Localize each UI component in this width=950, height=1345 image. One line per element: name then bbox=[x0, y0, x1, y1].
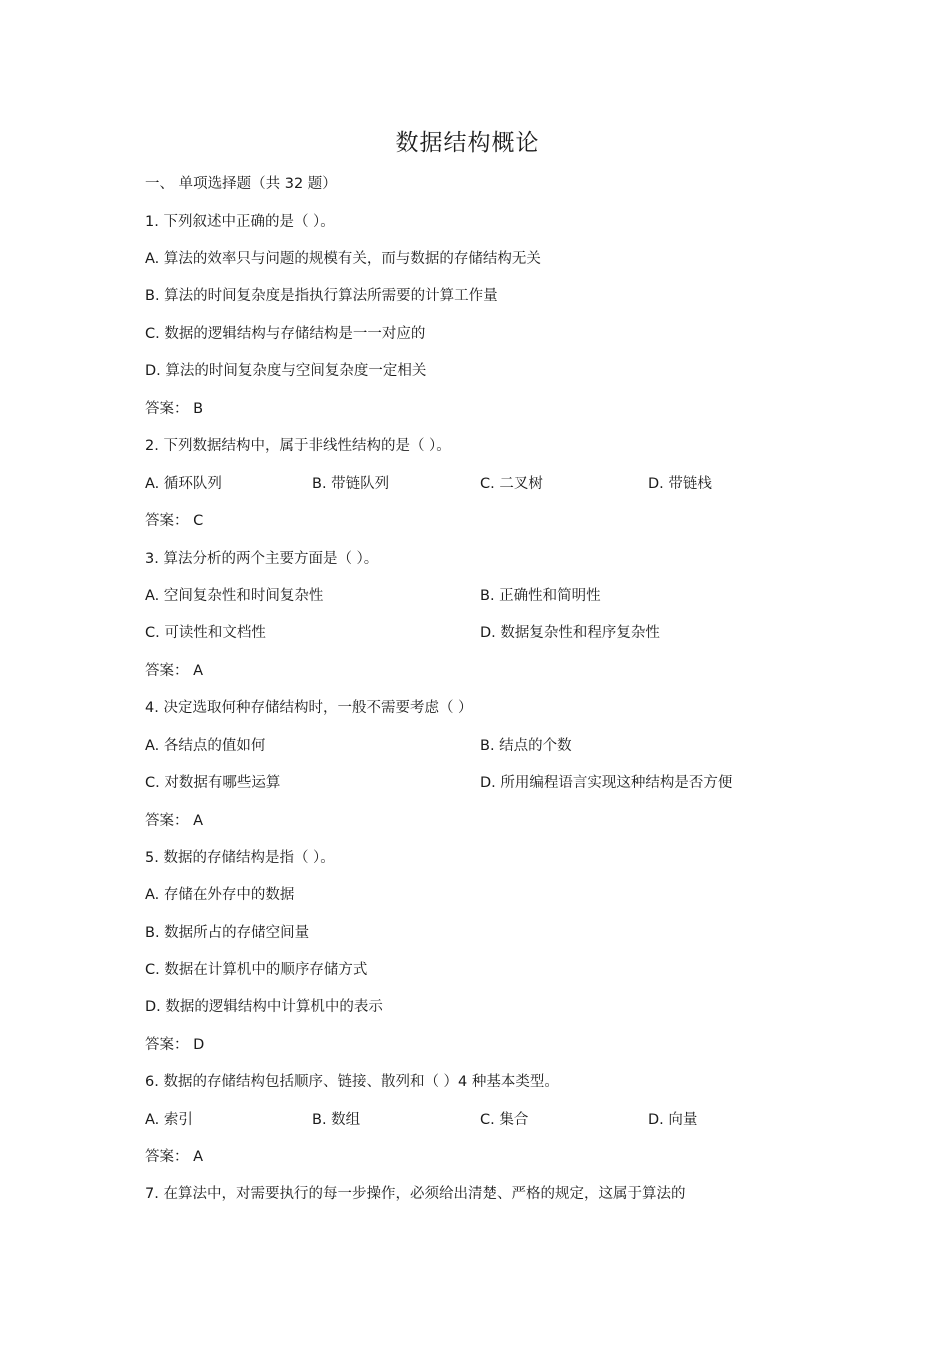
question-1-option-d: D. 算法的时间复杂度与空间复杂度一定相关 bbox=[145, 363, 427, 379]
question-3-option-b: B. 正确性和简明性 bbox=[480, 588, 601, 604]
question-4-option-c: C. 对数据有哪些运算 bbox=[145, 775, 281, 791]
question-1-option-b: B. 算法的时间复杂度是指执行算法所需要的计算工作量 bbox=[145, 288, 498, 304]
section-heading: 一、 单项选择题（共 32 题） bbox=[145, 176, 337, 192]
question-6-stem: 6. 数据的存储结构包括顺序、链接、散列和（ ）4 种基本类型。 bbox=[145, 1074, 559, 1090]
question-5-stem: 5. 数据的存储结构是指（ ）。 bbox=[145, 850, 335, 866]
question-3-option-d: D. 数据复杂性和程序复杂性 bbox=[480, 625, 660, 641]
question-3-option-a: A. 空间复杂性和时间复杂性 bbox=[145, 588, 324, 604]
question-7-stem: 7. 在算法中，对需要执行的每一步操作，必须给出清楚、严格的规定，这属于算法的 bbox=[145, 1186, 686, 1202]
question-2-option-d: D. 带链栈 bbox=[648, 476, 712, 492]
question-2-option-c: C. 二叉树 bbox=[480, 476, 543, 492]
question-6-option-b: B. 数组 bbox=[312, 1112, 361, 1128]
question-3-answer: 答案： A bbox=[145, 663, 204, 679]
question-4-answer: 答案： A bbox=[145, 813, 204, 829]
question-6-answer: 答案： A bbox=[145, 1149, 204, 1165]
question-5-answer: 答案： D bbox=[145, 1037, 205, 1053]
question-4-option-d: D. 所用编程语言实现这种结构是否方便 bbox=[480, 775, 733, 791]
question-6-option-a: A. 索引 bbox=[145, 1112, 193, 1128]
question-4-stem: 4. 决定选取何种存储结构时，一般不需要考虑（ ） bbox=[145, 700, 473, 716]
question-1-stem: 1. 下列叙述中正确的是（ ）。 bbox=[145, 214, 335, 230]
question-1-option-c: C. 数据的逻辑结构与存储结构是一一对应的 bbox=[145, 326, 426, 342]
question-5-option-d: D. 数据的逻辑结构中计算机中的表示 bbox=[145, 999, 383, 1015]
question-2-option-b: B. 带链队列 bbox=[312, 476, 390, 492]
question-3-stem: 3. 算法分析的两个主要方面是（ ）。 bbox=[145, 551, 379, 567]
question-5-option-c: C. 数据在计算机中的顺序存储方式 bbox=[145, 962, 368, 978]
question-5-option-a: A. 存储在外存中的数据 bbox=[145, 887, 295, 903]
question-2-answer: 答案： C bbox=[145, 513, 204, 529]
question-6-option-d: D. 向量 bbox=[648, 1112, 698, 1128]
question-3-option-c: C. 可读性和文档性 bbox=[145, 625, 266, 641]
question-6-option-c: C. 集合 bbox=[480, 1112, 529, 1128]
question-4-option-b: B. 结点的个数 bbox=[480, 738, 572, 754]
page-title: 数据结构概论 bbox=[395, 130, 540, 156]
question-5-option-b: B. 数据所占的存储空间量 bbox=[145, 925, 310, 941]
question-1-option-a: A. 算法的效率只与问题的规模有关，而与数据的存储结构无关 bbox=[145, 251, 541, 267]
question-1-answer: 答案： B bbox=[145, 401, 204, 417]
question-2-option-a: A. 循环队列 bbox=[145, 476, 222, 492]
question-4-option-a: A. 各结点的值如何 bbox=[145, 738, 266, 754]
question-2-stem: 2. 下列数据结构中，属于非线性结构的是（ ）。 bbox=[145, 438, 451, 454]
